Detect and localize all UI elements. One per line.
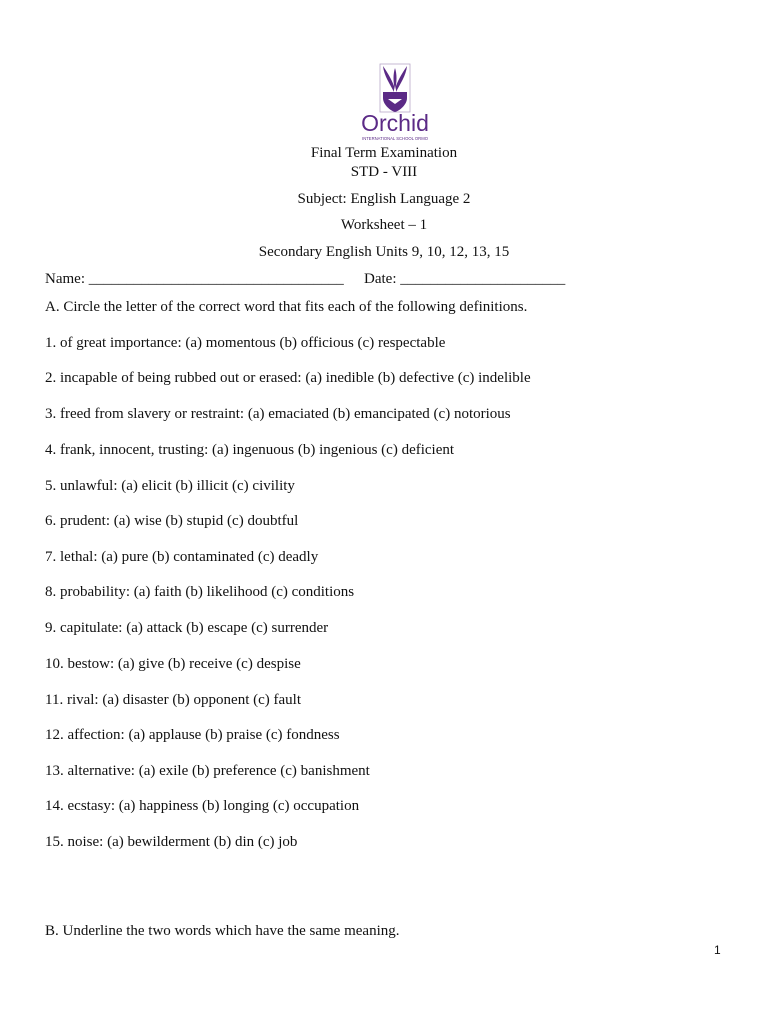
question-item: 4. frank, innocent, trusting: (a) ingenuous (b) ingenious (c) deficient	[45, 442, 455, 458]
date-field: Date: ______________________	[364, 271, 566, 287]
subject-label: Subject: English Language 2	[297, 191, 471, 207]
question-item: 6. prudent: (a) wise (b) stupid (c) doubtful	[45, 513, 299, 529]
question-item: 14. ecstasy: (a) happiness (b) longing (c) occupation	[45, 798, 360, 814]
section-a-instruction: A. Circle the letter of the correct word that fits each of the following definitions.	[45, 299, 528, 315]
question-item: 15. noise: (a) bewilderment (b) din (c) job	[45, 834, 298, 850]
question-item: 10. bestow: (a) give (b) receive (c) despise	[45, 656, 301, 672]
logo-tagline: INTERNATIONAL SCHOOL ORMO	[362, 136, 428, 141]
question-item: 9. capitulate: (a) attack (b) escape (c) surrender	[45, 620, 329, 636]
logo-wordmark: Orchid	[361, 110, 429, 136]
question-item: 1. of great importance: (a) momentous (b) officious (c) respectable	[45, 335, 446, 351]
name-field: Name: __________________________________	[45, 271, 344, 287]
orchid-flower-icon	[353, 62, 437, 146]
units-label: Secondary English Units 9, 10, 12, 13, 15	[258, 244, 510, 260]
page-number: 1	[714, 943, 721, 957]
question-item: 5. unlawful: (a) elicit (b) illicit (c) civility	[45, 478, 295, 494]
question-item: 3. freed from slavery or restraint: (a) emaciated (b) emancipated (c) notorious	[45, 406, 511, 422]
question-item: 7. lethal: (a) pure (b) contaminated (c) deadly	[45, 549, 319, 565]
standard-label: STD - VIII	[350, 164, 418, 180]
question-item: 13. alternative: (a) exile (b) preference (c) banishment	[45, 763, 370, 779]
worksheet-label: Worksheet – 1	[340, 217, 428, 233]
question-item: 2. incapable of being rubbed out or erased: (a) inedible (b) defective (c) indelible	[45, 370, 531, 386]
section-b-instruction: B. Underline the two words which have the same meaning.	[45, 923, 400, 939]
question-item: 8. probability: (a) faith (b) likelihood (c) conditions	[45, 584, 355, 600]
school-logo	[353, 62, 437, 146]
question-item: 11. rival: (a) disaster (b) opponent (c) fault	[45, 692, 302, 708]
exam-title: Final Term Examination	[310, 145, 458, 161]
question-item: 12. affection: (a) applause (b) praise (c) fondness	[45, 727, 340, 743]
